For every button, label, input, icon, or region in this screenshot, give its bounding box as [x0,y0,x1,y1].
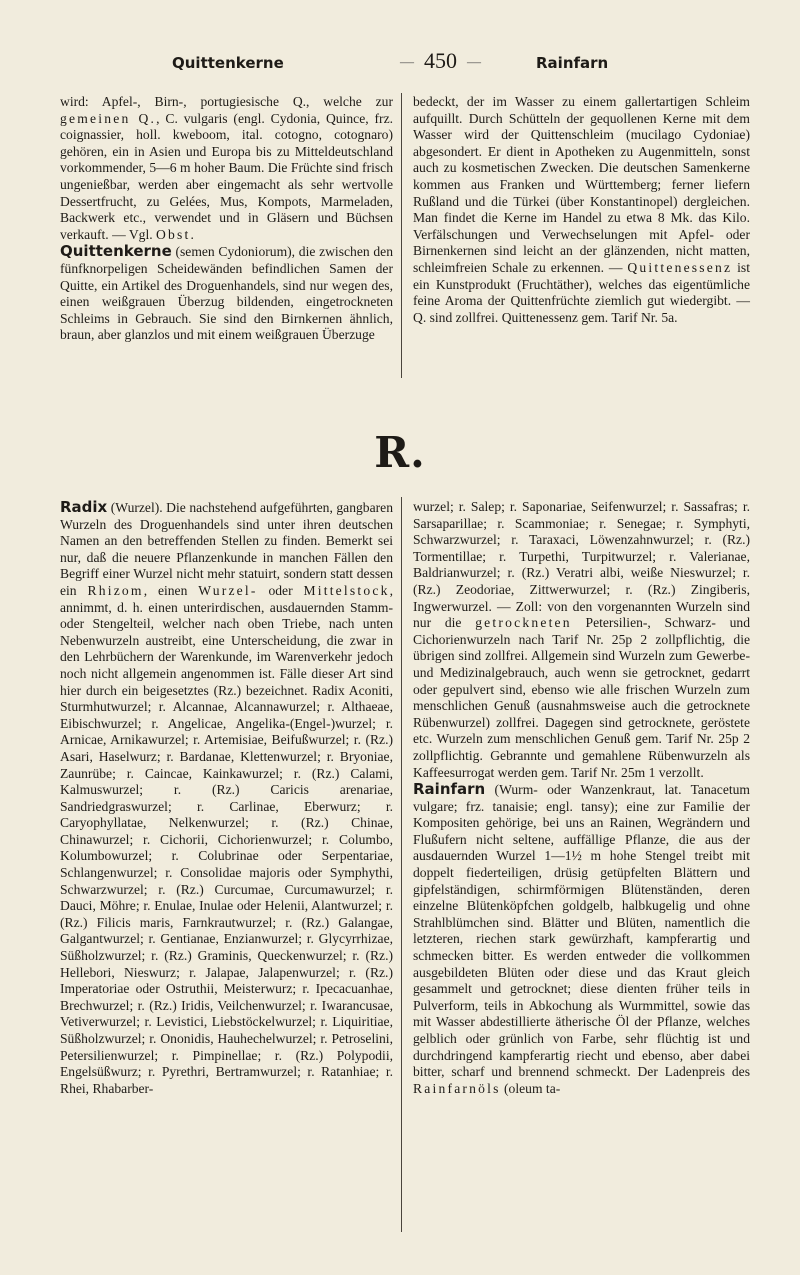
cross-reference: Obst. [156,226,197,242]
entry-headword: Rainfarn [413,780,486,799]
entry-headword: Radix [60,498,108,516]
text-run: Petersilien-, Schwarz- und Cichorienwurzeln nach Tarif Nr. 25p 2 zollpflichtig, die übrigen sind zollfrei. Allgemein sind Wurzeln zum Gewerbe- und Medizinalgebrauch, auch wenn sie getrocknet, gedarrt oder gepulvert sind, ebenso wie alle frischen Wurzeln zum menschlichen Genuß (ausnahmsweise auch die getrocknete Rübenwurzel) zollfrei. Dagegen sind getrocknete, geröstete etc. Wurzeln zum menschlichen Genuß gem. Tarif Nr. 25p 2 zollpflichtig. Gebrannte und gemahlene Rübenwurzeln als Kaffeesurrogat werden gem. Tarif Nr. 25m 1 verzollt. [413,615,750,780]
spaced-term: Quittenessenz [627,259,733,275]
text-run: ist ein Kunstprodukt (Fruchtäther), welches das eigentümliche feine Aroma der Quittenfrüchte ziemlich gut wiedergibt. — Q. sind zollfrei. Quittenessenz gem. Tarif Nr. 5a. [413,259,750,325]
entry-headword: Quittenkerne [60,242,172,261]
column-bottom-left [60,499,393,1097]
entry-radix [60,499,393,1097]
paragraph-radix-cont [413,499,750,781]
header-left-term: Quittenkerne [172,54,284,72]
text-run: , einen [143,582,199,598]
header-right-term: Rainfarn [536,54,609,72]
spaced-term: Wurzel- [198,582,258,598]
column-rule-top [401,93,402,378]
text-run: (Wurm- oder Wanzenkraut, lat. Tanacetum vulgare; frz. tanaisie; engl. tansy); eine zur Familie der Kompositen gehörige, bei uns an Rainen, Wegrändern und Flußufern nicht seltene, auffällige Pflanze, die aus der ausdauernden Wurzel 1—1½ m hohe Stengel treibt mit doppelt fiederteiligen, drüsig getüpfelten Blättern und gipfelständigen, schirmförmigen Blütenständen, deren einzelne Blütenköpfchen goldgelb, halbkugelig und ohne Strahlblümchen sind. Blätter und Blüten, namentlich die letzteren, riechen stark gewürzhaft, kampferartig und schmecken bitter. Es werden entweder die vollkommen ausgebildeten Blüten oder diese und das Kraut gleich gesammelt und getrocknet; diese dienten früher teils in Pulverform, teils in Abkochung als Wurmmittel, sowie das mit Wasser abdestillierte ätherische Öl der Pflanze, welches gelblich oder grünlich von Farbe, sehr flüchtig ist und durchdringend kampferartig riecht und ebenso, aber dabei bitter, scharf und brennend schmeckt. Der Ladenpreis des [413,782,750,1080]
text-run: , annimmt, d. h. einen unterirdischen, ausdauernden Stamm- oder Stengelteil, welcher nach oben Triebe, nach unten Nebenwurzeln austreibt, eine Unterscheidung, die zwar in den Lehrbüchern der Warenkunde, im Warenverkehr jedoch noch nicht allgemein angenommen ist. Fälle dieser Art sind hier durch ein beigesetztes (Rz.) bezeichnet. Radix Aconiti, Sturmhutwurzel; r. Alcannae, Alcannawurzel; r. Althaeae, Eibischwurzel; r. Angelicae, Angelika-(Engel-)wurzel; r. Arnicae, Arnikawurzel; r. Artemisiae, Beifußwurzel; r. (Rz.) Asari, Haselwurz; r. Bardanae, Klettenwurzel; r. Bryoniae, Zaunrübe; r. Caincae, Kainkawurzel; r. (Rz.) Calami, Kalmuswurzel; r. (Rz.) Caricis arenariae, Sandriedgraswurzel; r. Carlinae, Eberwurz; r. Caryophyllatae, Nelkenwurzel; r. (Rz.) Chinae, Chinawurzel; r. Cichorii, Cichorienwurzel; r. Columbo, Kolumbowurzel; r. Colubrinae oder Serpentariae, Schlangenwurzel; r. Consolidae majoris oder Symphythi, Schwarzwurzel; r. (Rz.) Curcumae, Curcumawurzel; r. Dauci, Möhre; r. Enulae, Inulae oder Helenii, Alantwurzel; r. (Rz.) Filicis maris, Farnkrautwurzel; r. (Rz.) Galangae, Galgantwurzel; r. Gentianae, Enzianwurzel; r. Glycyrrhizae, Süßholzwurzel; r. (Rz.) Graminis, Queckenwurzel; r. (Rz.) Hellebori, Nieswurz; r. Jalapae, Jalapenwurzel; r. (Rz.) Imperatoriae oder Ostruthii, Meisterwurz; r. Ipecacuanhae, Brechwurzel; r. (Rz.) Iridis, Veilchenwurzel; r. Iwarancusae, Vetiverwurzel; r. Levistici, Liebstöckelwurzel; r. Liquiritiae, Süßholzwurzel; r. Ononidis, Hauhechelwurzel; r. Petroselini, Petersilienwurzel; r. Pimpinellae; r. (Rz.) Polypodii, Engelsüßwurz; r. Pyrethri, Bertramwurzel; r. Ratanhiae; r. Rhei, Rhabarber- [60,582,393,1096]
text-run: wird: Apfel-, Birn-, portugiesische Q., welche zur [60,94,393,109]
spaced-term: gemeinen Q. [60,110,157,126]
column-top-left [60,94,393,344]
text-run: wurzel; r. Salep; r. Saponariae, Seifenwurzel; r. Sassafras; r. Sarsaparillae; r. Scammoniae; r. Senegae; r. Symphyti, Schwarzwurzel; r. Taraxaci, Löwenzahnwurzel; r. (Rz.) Tormentillae; r. Turpethi, Turpitwurzel; r. Valerianae, Baldrianwurzel; r. (Rz.) Veratri albi, weiße Nieswurzel; r. (Rz.) Zeodoriae, Zittwerwurzel; r. (Rz.) Zingiberis, Ingwerwurzel. — Zoll: von den vorgenannten Wurzeln sind nur die [413,499,750,631]
page-number-wrap: — 450 — [400,48,481,73]
entry-text: (semen Cydoniorum), die zwischen den fünfknorpeligen Scheidewänden befindlichen Samen der Quitte, ein Artikel des Droguenhandels, sind nur wegen des, einen weißgrauen Überzug bildenden, eingetrockneten Schleims in Gebrauch. Sie sind den Birnkernen ähnlich, braun, aber glanzlos und mit einem weißgrauen Überzuge [60,244,393,343]
text-run: (Wurzel). Die nachstehend aufgeführten, gangbaren Wurzeln des Droguenhandels sind unter ihren deutschen Namen an den betreffenden Stellen zu finden. Bemerkt sei nur, daß die neuere Pflanzenkunde in manchen Fällen den Begriff einer Wurzel nicht mehr statuirt, sondern statt dessen ein [60,500,393,598]
entry-quittenkerne [60,243,393,344]
spaced-term: Rainfarnöls [413,1080,501,1096]
section-letter: R. [374,428,426,477]
column-rule-bottom [401,497,402,1232]
text-run: , C. vulgaris (engl. Cydonia, Quince, frz. coignassier, holl. kweboom, ital. cotogno, cotognaro) gehören, ein in Asien und Europa bis zu Mitteldeutschland vorkommender, 5—6 m hoher Baum. Die Früchte sind frisch ungenießbar, werden aber eingemacht als sehr wertvolle Dessertfrucht, zu Gelées, Mus, Kompots, Marmeladen, Backwerk etc., verwendet und in Gläsern und Büchsen verkauft. — Vgl. [60,110,394,242]
running-header [60,50,750,76]
text-run: oder [257,582,304,598]
spaced-term: getrockneten [475,615,572,631]
entry-rainfarn [413,781,750,1097]
column-bottom-right [413,499,750,1097]
text-run: bedeckt, der im Wasser zu einem gallertartigen Schleim aufquillt. Durch Schütteln der gequollenen Kerne mit dem Wasser wird der Quittenschleim (mucilago Cydoniae) abgesondert. Er dient in Apotheken zu Augenmitteln, sonst auch zu kosmetischen Zwecken. Die deutschen Samenkerne kommen aus Franken und Württemberg; ferner liefern Rußland und die Türkei (über Konstantinopel) dergleichen. Man findet die Kerne im Handel zu etwa 8 Mk. das Kilo. Verfälschungen und Verwechselungen mit Apfel- oder Birnenkernen sind leicht an der glänzenden, nicht matten, schleimfreien Schale zu erkennen. — [413,94,750,275]
column-top-right [413,94,750,326]
text-run: (oleum ta- [500,1080,561,1096]
paragraph-quitte-end [60,94,393,243]
page-number: 450 [424,48,457,73]
spaced-term: Mittelstock [303,582,390,598]
spaced-term: Rhizom [87,582,144,598]
paragraph-quittenkerne-cont [413,94,750,326]
